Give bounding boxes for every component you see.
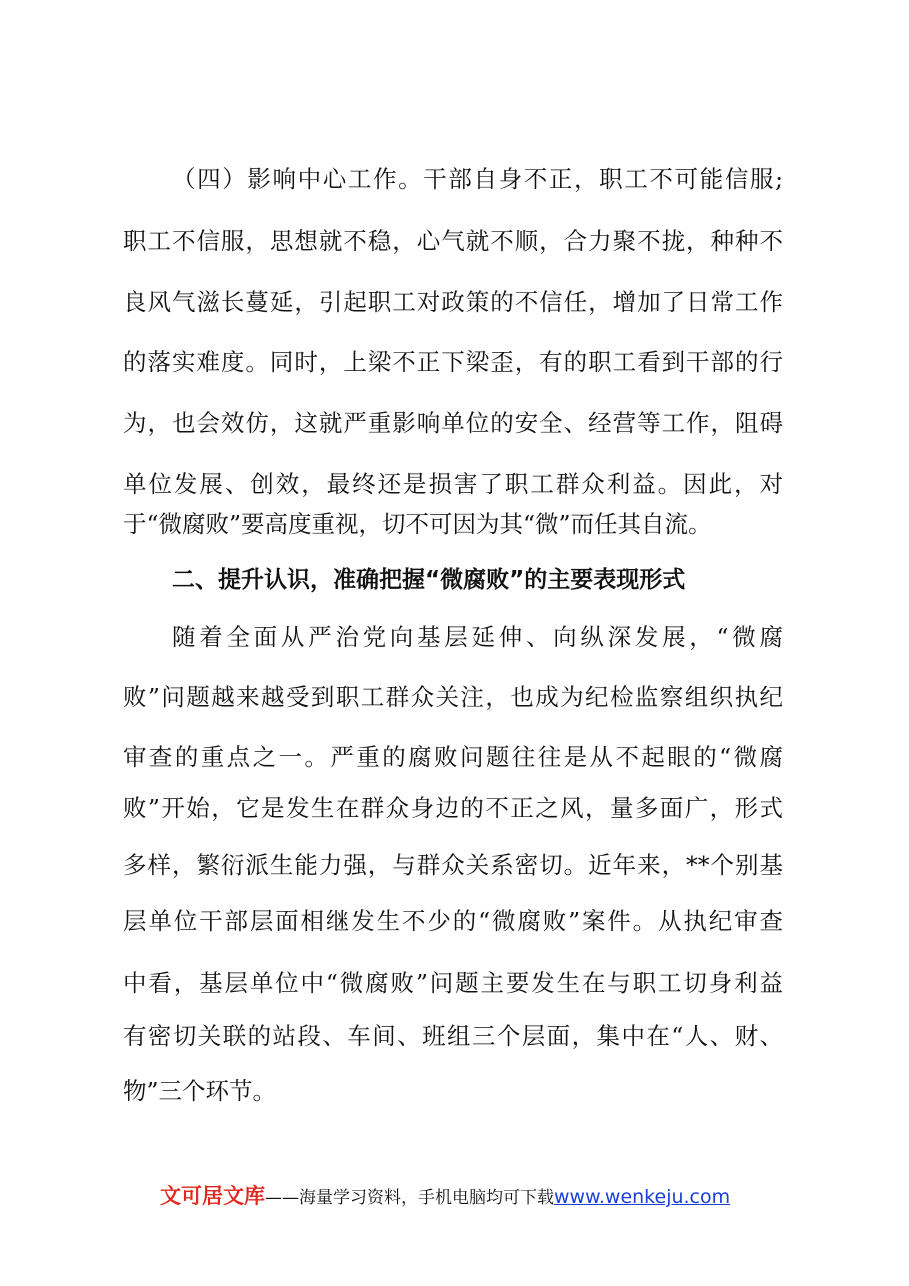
paragraph-line: 败”问题越来越受到职工群众关注，也成为纪检监察组织执纪: [123, 683, 783, 711]
footer-url-link[interactable]: www.wenkeju.com: [554, 1186, 731, 1208]
paragraph-line: 层单位干部层面相继发生不少的“微腐败”案件。从执纪审查: [123, 907, 783, 935]
paragraph-line: 良风气滋长蔓延，引起职工对政策的不信任，增加了日常工作: [123, 288, 783, 316]
footer-banner: [160, 1182, 730, 1210]
paragraph-line: 于“微腐败”要高度重视，切不可因为其“微”而任其自流。: [123, 510, 712, 538]
paragraph-line: 职工不信服，思想就不稳，心气就不顺，合力聚不拢，种种不: [123, 227, 783, 255]
paragraph-line: 单位发展、创效，最终还是损害了职工群众利益。因此，对: [123, 470, 783, 498]
footer-tagline: ——海量学习资料，手机电脑均可下载: [265, 1188, 554, 1208]
paragraph-line: 物”三个环节。: [123, 1077, 277, 1105]
paragraph-line: 的落实难度。同时，上梁不正下梁歪，有的职工看到干部的行: [123, 348, 783, 376]
paragraph-line: （四）影响中心工作。干部自身不正，职工不可能信服;: [172, 165, 783, 193]
paragraph-line: 为，也会效仿，这就严重影响单位的安全、经营等工作，阻碍: [123, 409, 783, 437]
paragraph-line: 随着全面从严治党向基层延伸、向纵深发展，“微腐: [172, 623, 783, 651]
paragraph-line: 败”开始，它是发生在群众身边的不正之风，量多面广，形式: [123, 794, 783, 822]
paragraph-line: 多样，繁衍派生能力强，与群众关系密切。近年来，**个别基: [123, 851, 783, 879]
footer-brand: 文可居文库: [160, 1184, 265, 1208]
paragraph-line: 审查的重点之一。严重的腐败问题往往是从不起眼的“微腐: [123, 743, 783, 771]
paragraph-line: 中看，基层单位中“微腐败”问题主要发生在与职工切身利益: [123, 969, 783, 997]
section-heading: 二、提升认识，准确把握“微腐败”的主要表现形式: [172, 567, 686, 593]
paragraph-line: 有密切关联的站段、车间、班组三个层面，集中在“人、财、: [123, 1022, 783, 1050]
